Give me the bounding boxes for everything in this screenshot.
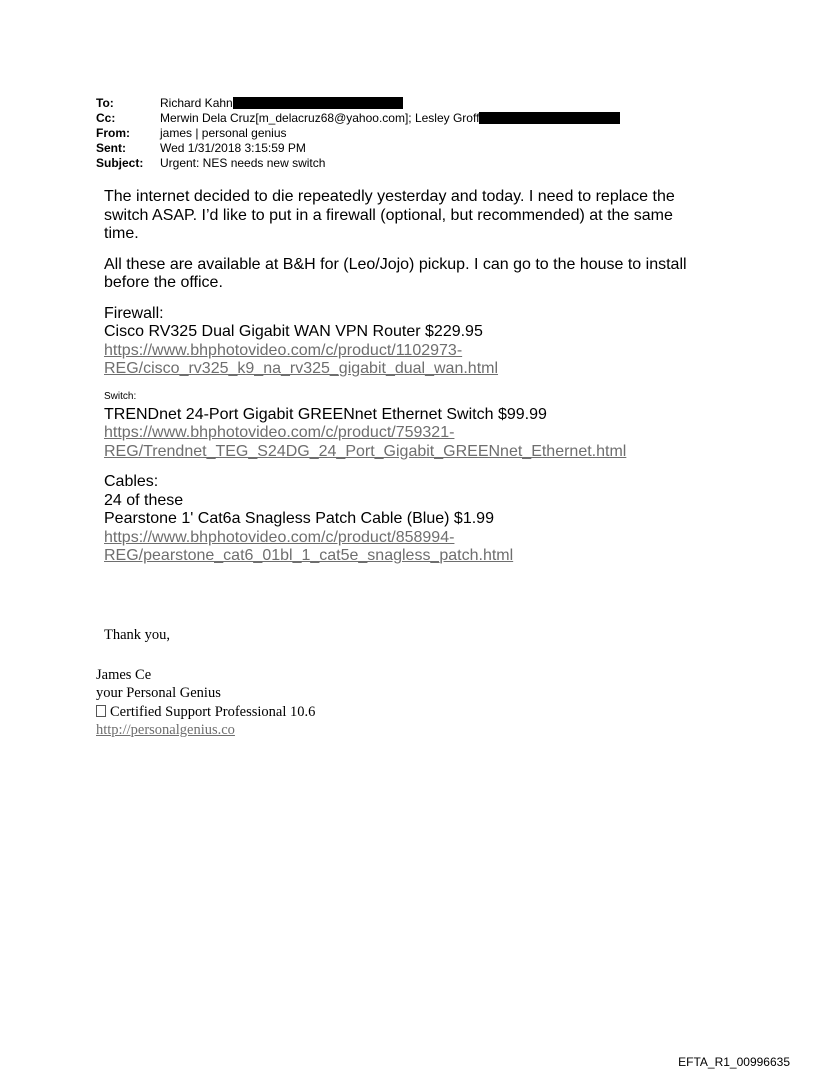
email-body xyxy=(104,188,704,578)
thanks-line: Thank you, xyxy=(104,627,171,643)
cables-link-line2: REG/pearstone_cat6_01bl_1_cat5e_snagless_patch.html xyxy=(104,547,514,564)
to-row xyxy=(96,96,620,111)
firewall-link-line2: REG/cisco_rv325_k9_na_rv325_gigabit_dual_wan.html xyxy=(104,360,499,377)
from-value: james | personal genius xyxy=(160,126,287,140)
to-value xyxy=(160,96,403,111)
firewall-heading: Firewall: xyxy=(104,304,164,322)
sent-label: Sent: xyxy=(96,141,126,155)
switch-section xyxy=(104,391,704,462)
switch-heading: Switch: xyxy=(104,390,137,402)
signature-tagline: your Personal Genius xyxy=(96,685,221,701)
cc-value xyxy=(160,111,620,126)
cables-section xyxy=(104,473,704,566)
signature-name: James Ce xyxy=(96,666,152,683)
intro-paragraph: The internet decided to die repeatedly yesterday and today. I need to replace the switch ASAP. I’d like to put in a firewall (optional, but recommended) at the same time. xyxy=(104,188,675,242)
cc-label: Cc: xyxy=(96,111,116,125)
signature-block xyxy=(96,626,315,740)
from-row xyxy=(96,126,620,141)
firewall-item: Cisco RV325 Dual Gigabit WAN VPN Router $229.95 xyxy=(104,323,483,340)
redaction-bar xyxy=(233,97,403,109)
availability-paragraph: All these are available at B&H for (Leo/Jojo) pickup. I can go to the house to install before the office. xyxy=(104,255,687,291)
signature-cert-row xyxy=(96,703,315,722)
document-id: EFTA_R1_00996635 xyxy=(678,1055,790,1069)
subject-label: Subject: xyxy=(96,156,144,170)
subject-row xyxy=(96,156,620,171)
switch-link-line1: https://www.bhphotovideo.com/c/product/759321- xyxy=(104,424,455,441)
firewall-section xyxy=(104,305,704,379)
subject-value: Urgent: NES needs new switch xyxy=(160,156,326,170)
email-header xyxy=(96,96,620,171)
switch-link-line2: REG/Trendnet_TEG_S24DG_24_Port_Gigabit_GREENnet_Ethernet.html xyxy=(104,442,627,460)
cc-row xyxy=(96,111,620,126)
firewall-link[interactable] xyxy=(104,342,704,379)
from-label: From: xyxy=(96,126,130,140)
to-label: To: xyxy=(96,96,114,110)
cables-item: Pearstone 1' Cat6a Snagless Patch Cable (Blue) $1.99 xyxy=(104,510,494,527)
missing-glyph-icon xyxy=(96,705,106,717)
redaction-bar xyxy=(479,112,620,124)
cables-heading: Cables: xyxy=(104,473,159,490)
firewall-link-line1: https://www.bhphotovideo.com/c/product/1102973- xyxy=(104,341,463,359)
signature-url-link[interactable]: http://personalgenius.co xyxy=(96,722,235,738)
signature-cert: Certified Support Professional 10.6 xyxy=(110,703,316,720)
cables-link-line1: https://www.bhphotovideo.com/c/product/858994- xyxy=(104,528,455,546)
sent-value: Wed 1/31/2018 3:15:59 PM xyxy=(160,141,306,155)
sent-row xyxy=(96,141,620,156)
switch-link[interactable] xyxy=(104,424,704,461)
cables-link[interactable] xyxy=(104,529,704,566)
switch-item: TRENDnet 24-Port Gigabit GREENnet Ethernet Switch $99.99 xyxy=(104,405,547,423)
cc-names: Merwin Dela Cruz[m_delacruz68@yahoo.com]; Lesley Groff xyxy=(160,111,480,125)
cables-quantity: 24 of these xyxy=(104,491,184,509)
to-name: Richard Kahn xyxy=(160,96,233,110)
